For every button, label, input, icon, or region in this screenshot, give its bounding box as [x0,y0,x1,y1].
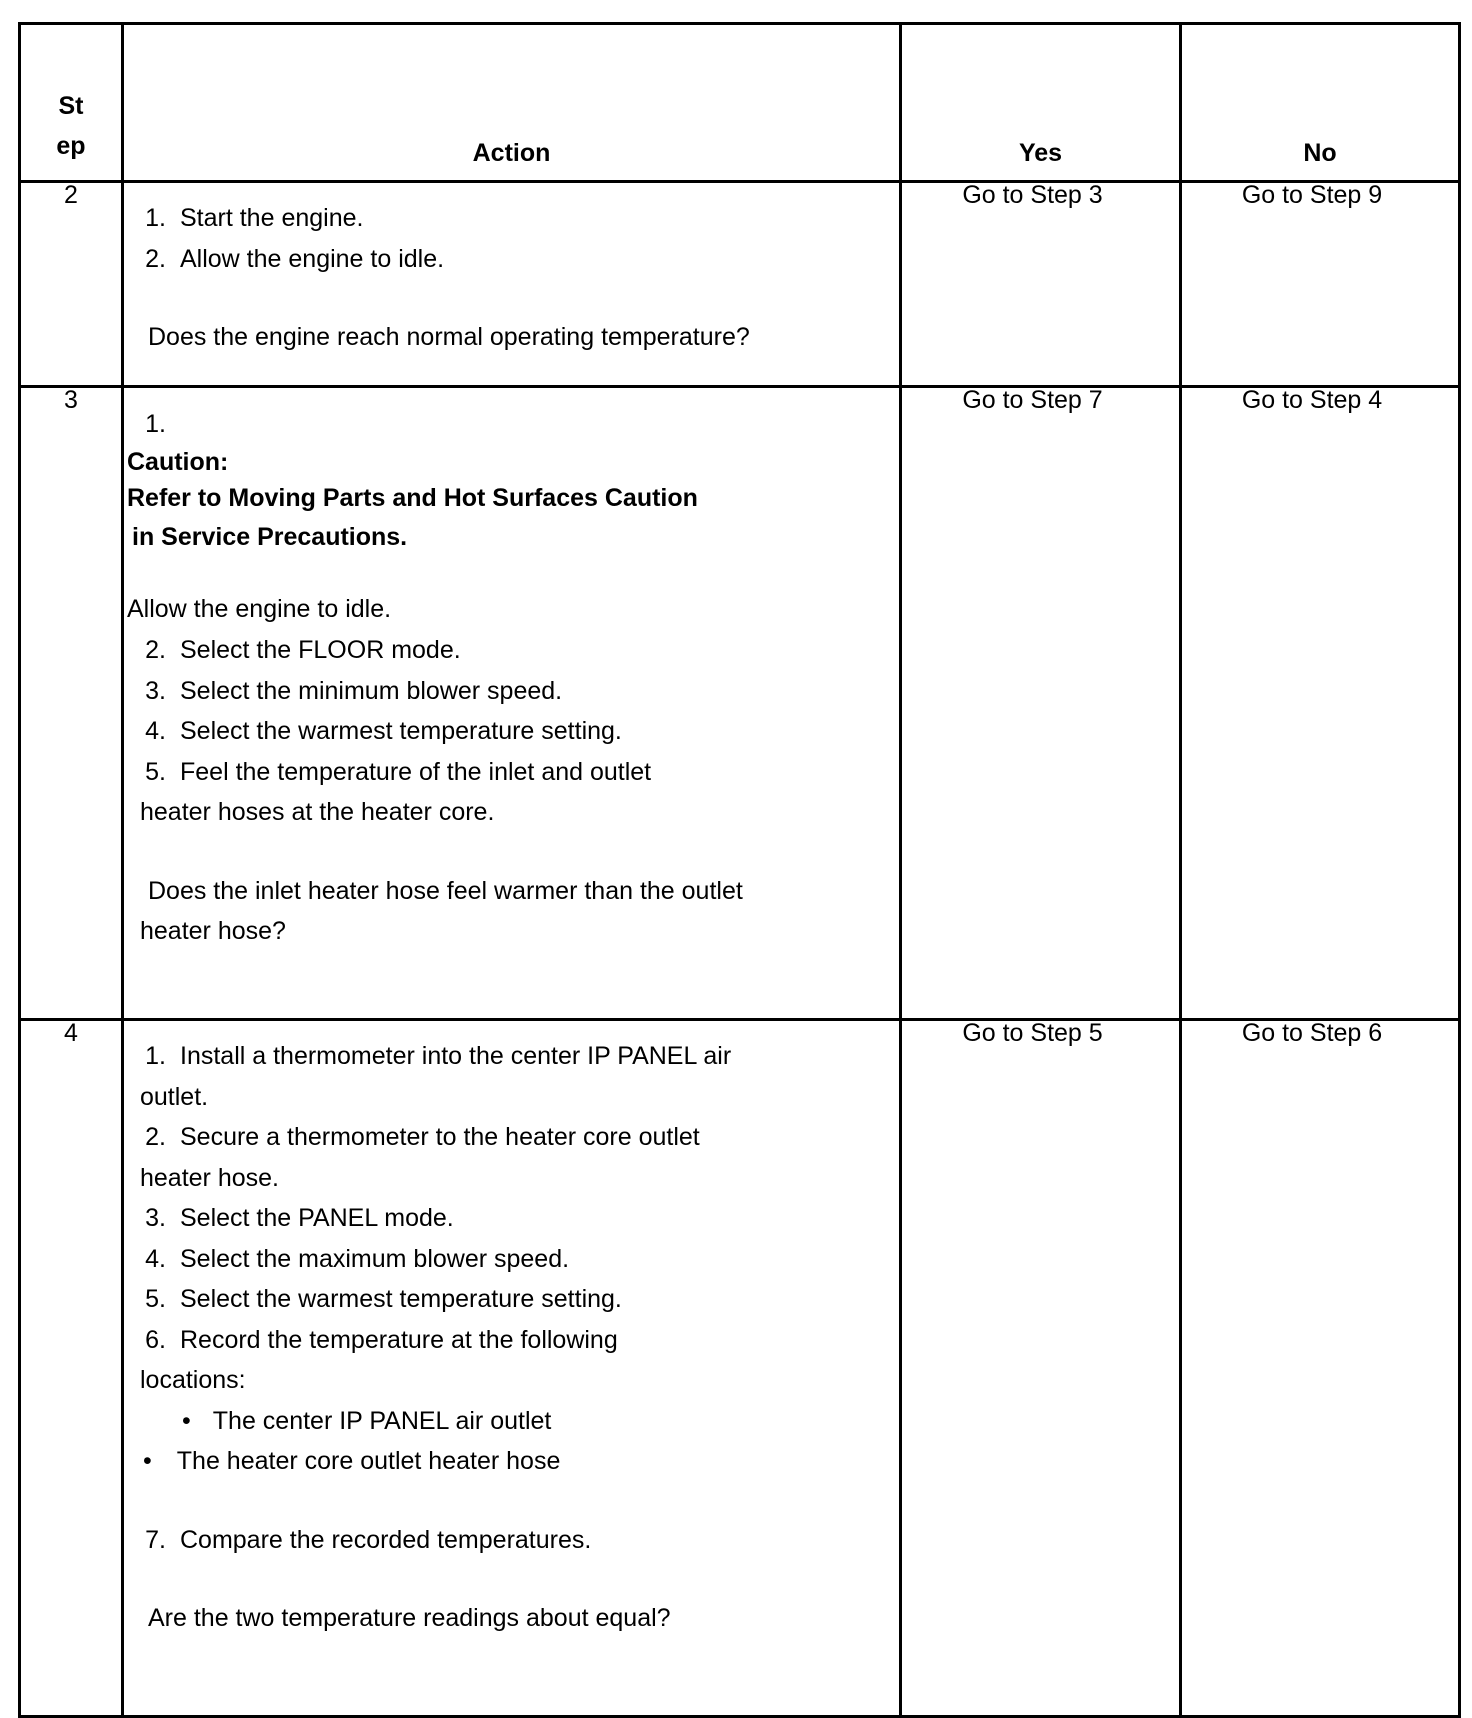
list-item: 4. Select the maximum blower speed. [145,1245,570,1273]
list-item: 5. Feel the temperature of the inlet and outlet [145,758,652,786]
no-cell: Go to Step 4 [1181,387,1460,1020]
list-item: 3. Select the minimum blower speed. [145,677,563,705]
bullet-item: • The heater core outlet heater hose [143,1447,561,1475]
list-item: 5. Select the warmest temperature setting. [145,1285,622,1313]
list-item-text: Allow the engine to idle. [127,595,392,623]
yes-cell: Go to Step 7 [901,387,1181,1020]
list-item-continuation: locations: [140,1366,246,1394]
list-item: 1. Start the engine. [145,204,364,232]
caution-label: Caution: [127,448,229,476]
question-text: Are the two temperature readings about equal? [148,1604,671,1632]
caution-text: in Service Precautions. [132,523,408,551]
caution-text: Refer to Moving Parts and Hot Surfaces Caution [127,484,698,512]
list-item: 4. Select the warmest temperature setting. [145,717,622,745]
list-item-continuation: heater hoses at the heater core. [140,798,495,826]
question-text: Does the engine reach normal operating temperature? [148,323,750,351]
list-item: 3. Select the PANEL mode. [145,1204,454,1232]
question-text: heater hose? [140,917,286,945]
header-no: No [1181,24,1460,182]
yes-cell: Go to Step 3 [901,182,1181,387]
action-cell [123,182,901,387]
list-item-continuation: outlet. [140,1083,209,1111]
step-number: 4 [20,1020,123,1717]
table-row [20,387,1460,1020]
table-row [20,182,1460,387]
bullet-icon: • [182,1407,191,1435]
action-cell [123,387,901,1020]
step-number: 3 [20,387,123,1020]
step-number: 2 [20,182,123,387]
header-step: St ep [20,24,123,182]
list-item-number: 1. [145,410,166,438]
no-cell: Go to Step 6 [1181,1020,1460,1717]
bullet-icon: • [143,1447,152,1475]
no-cell: Go to Step 9 [1181,182,1460,387]
question-text: Does the inlet heater hose feel warmer than the outlet [148,877,743,905]
list-item-continuation: heater hose. [140,1164,279,1192]
list-item: 7. Compare the recorded temperatures. [145,1526,592,1554]
bullet-item: • The center IP PANEL air outlet [182,1407,552,1435]
list-item: 2. Select the FLOOR mode. [145,636,461,664]
yes-cell: Go to Step 5 [901,1020,1181,1717]
diagnostic-table [18,22,1461,1718]
list-item: 2. Allow the engine to idle. [145,245,445,273]
header-action: Action [123,24,901,182]
table-row [20,1020,1460,1717]
action-cell [123,1020,901,1717]
list-item: 6. Record the temperature at the following [145,1326,618,1354]
list-item: 2. Secure a thermometer to the heater core outlet [145,1123,700,1151]
list-item: 1. Install a thermometer into the center IP PANEL air [145,1042,732,1070]
header-row [20,24,1460,182]
header-yes: Yes [901,24,1181,182]
